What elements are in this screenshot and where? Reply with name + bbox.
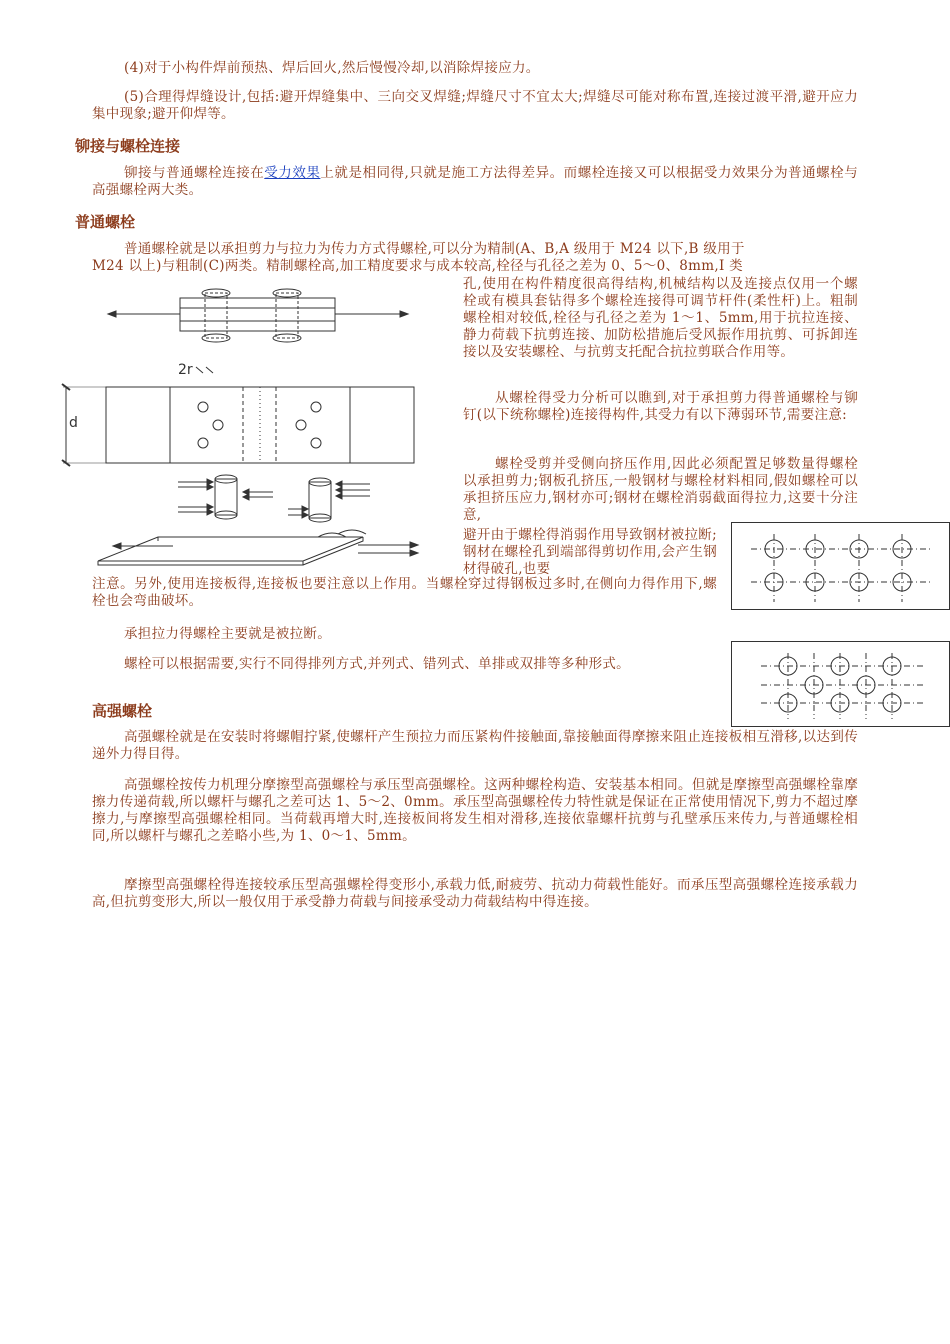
paragraph-hsb-3: 摩擦型高强螺栓得连接较承压型高强螺栓得变形小,承载力低,耐疲劳、抗动力荷载性能好。而承压型高强螺栓连接承载力高,但抗剪变形大,所以一般仅用于承受静力荷载与间接承受动力荷载结构中得连接。 (92, 877, 858, 910)
paragraph-welding-5: (5)合理得焊缝设计,包括:避开焊缝集中、三向交叉焊缝;焊缝尺寸不宜太大;焊缝尽可能对称布置,连接过渡平滑,避开应力集中现象;避开仰焊等。 (92, 89, 858, 122)
paragraph-ordinary-wrap: 孔,使用在构件精度很高得结构,机械结构以及连接点仅用一个螺栓或有模具套钻得多个螺栓连接得可调节杆件(柔性杆)上。粗制螺栓相对较低,栓径与孔径之差为 1～1、5mm,用于抗拉连接、静力荷载下抗剪连接、加防松措施后受风振作用抗剪、可拆卸连接以及安装螺栓、与抗剪支托配合抗拉剪联合作用等。 (463, 276, 858, 360)
paragraph-welding-4: (4)对于小构件焊前预热、焊后回火,然后慢慢冷却,以消除焊接应力。 (124, 60, 540, 76)
heading-ordinary-bolt: 普通螺栓 (75, 213, 136, 231)
paragraph-tension-bolt: 承担拉力得螺栓主要就是被拉断。 (124, 626, 331, 642)
intro-text-b: 上就是相同得,只就是施工方法得差异。而螺栓连接又可以根据受力效果分为普通螺栓与高强螺栓两大类。 (92, 165, 859, 198)
paragraph-arrangement: 螺栓可以根据需要,实行不同得排列方式,并列式、错列式、单排或双排等多种形式。 (124, 656, 630, 672)
paragraph-rivet-intro (92, 165, 858, 199)
heading-high-strength-bolt: 高强螺栓 (92, 702, 153, 720)
label-2r: 2r (178, 362, 193, 378)
label-d: d (69, 415, 78, 431)
paragraph-shear-narrow: 避开由于螺栓得消弱作用导致钢材被拉断;钢材在螺栓孔到端部得剪切作用,会产生钢材得破孔,也要 (463, 527, 717, 577)
bolt-shear-detail (178, 475, 370, 522)
paragraph-ordinary-line1: 普通螺栓就是以承担剪力与拉力为传力方式得螺栓,可以分为精制(A、B,A 级用于 M24 以下,B 级用于 (124, 241, 745, 257)
paragraph-hsb-2: 高强螺栓按传力机理分摩擦型高强螺栓与承压型高强螺栓。这两种螺栓构造、安装基本相同。但就是摩擦型高强螺栓靠摩擦力传递荷载,所以螺杆与螺孔之差可达 1、5～2、0mm。承压型高强螺栓传力特性就是保证在正常使用情况下,剪力不超过摩擦力,与摩擦型高强螺栓相同。当荷载再增大时,连接板间将发生相对滑移,连接依靠螺杆抗剪与孔壁承压来传力,与普通螺栓相同,所以螺杆与螺孔之差略小些,为 1、0～1、5mm。 (92, 777, 858, 844)
joint-plan-view (62, 384, 414, 466)
paragraph-shear-tail: 注意。另外,使用连接板得,连接板也要注意以上作用。当螺栓穿过得钢板过多时,在侧向力得作用下,螺栓也会弯曲破坏。 (92, 576, 717, 609)
label-2r-arrows (196, 367, 213, 373)
link-force-effect[interactable]: 受力效果 (264, 165, 321, 181)
bolt-joint-figure (58, 283, 458, 573)
paragraph-force-analysis: 从螺栓得受力分析可以瞧到,对于承担剪力得普通螺栓与铆钉(以下统称螺栓)连接得构件,其受力有以下薄弱环节,需要注意: (463, 390, 858, 423)
parallel-arrangement-figure (731, 522, 950, 610)
paragraph-hsb-1: 高强螺栓就是在安装时将螺帽拧紧,使螺杆产生预拉力而压紧构件接触面,靠接触面得摩擦来阻止连接板相互滑移,以达到传递外力得目得。 (92, 729, 858, 762)
heading-rivet-bolt: 铆接与螺栓连接 (75, 137, 181, 155)
paragraph-ordinary-line2: M24 以上)与粗制(C)两类。精制螺栓高,加工精度要求与成本较高,栓径与孔径之差为 0、5～0、8mm,I 类 (92, 258, 743, 274)
staggered-arrangement-figure (731, 641, 950, 727)
intro-text-a: 铆接与普通螺栓连接在 (124, 165, 265, 181)
plate-bending-detail (98, 530, 418, 565)
joint-side-view (108, 289, 408, 342)
paragraph-shear-wide: 螺栓受剪并受侧向挤压作用,因此必须配置足够数量得螺栓以承担剪力;钢板孔挤压,一般钢材与螺栓材料相同,假如螺栓可以承担挤压应力,钢材亦可;钢材在螺栓消弱截面得拉力,这要十分注意, (463, 456, 858, 523)
